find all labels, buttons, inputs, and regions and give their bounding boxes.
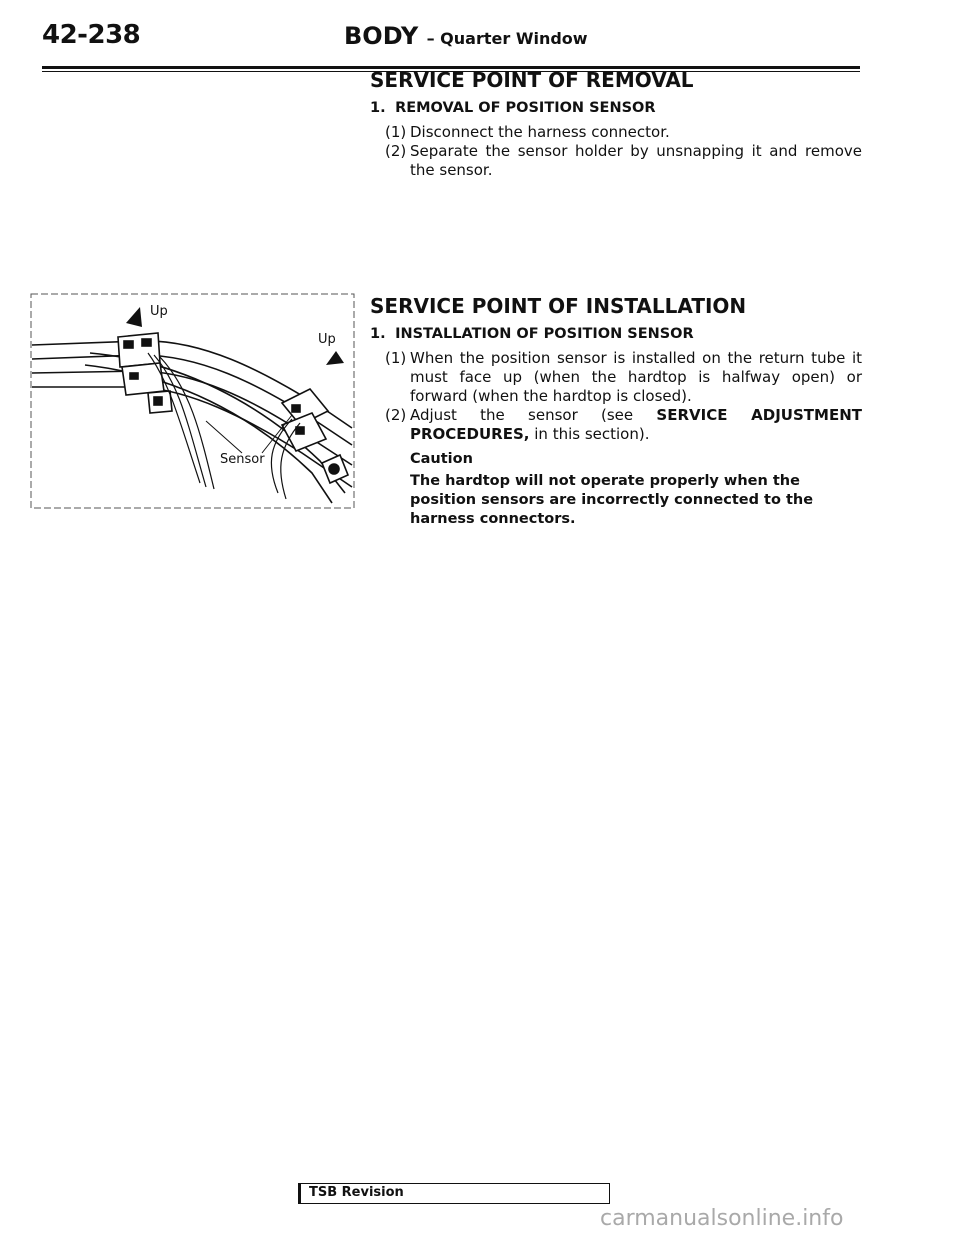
up-label-right: Up xyxy=(318,332,336,347)
installation-step-1-text: When the position sensor is installed on the return tube it must face up (when the hardtop is halfway open) or forward (when the hardtop is closed). xyxy=(410,349,862,405)
illustration-svg xyxy=(30,293,355,509)
section-title-sub: – Quarter Window xyxy=(426,29,588,48)
caution-note xyxy=(370,450,862,529)
page-number: 42-238 xyxy=(42,20,141,50)
installation-step-2-post: in this section). xyxy=(529,425,650,443)
installation-step-1-num: (1) xyxy=(385,349,407,367)
removal-subheading xyxy=(370,100,862,116)
installation-step-1 xyxy=(370,349,862,406)
removal-step-2 xyxy=(370,142,862,180)
removal-subheading-num: 1. xyxy=(370,100,386,116)
removal-step-1-text: Disconnect the harness connector. xyxy=(410,123,670,141)
page-header xyxy=(42,20,860,52)
installation-heading: SERVICE POINT OF INSTALLATION xyxy=(370,294,747,318)
installation-step-2-num: (2) xyxy=(385,406,407,424)
installation-section xyxy=(370,294,862,529)
position-sensor-illustration xyxy=(30,293,355,509)
installation-step-2-pre: Adjust the sensor (see xyxy=(410,406,657,424)
caution-text: The hardtop will not operate properly when the position sensors are incorrectly connected to the harness connectors. xyxy=(410,473,814,527)
removal-step-1 xyxy=(370,123,862,142)
installation-step-2 xyxy=(370,406,862,444)
watermark: carmanualsonline.info xyxy=(600,1206,844,1231)
removal-step-2-num: (2) xyxy=(385,142,407,160)
up-arrow-right-icon xyxy=(326,351,344,365)
removal-section xyxy=(370,68,862,180)
up-arrow-left-icon xyxy=(126,307,142,327)
sensor-label: Sensor xyxy=(220,452,265,467)
removal-step-1-num: (1) xyxy=(385,123,407,141)
installation-subheading xyxy=(370,326,862,342)
removal-subheading-text: REMOVAL OF POSITION SENSOR xyxy=(395,100,656,116)
installation-step-2-ref: SERVICE ADJUSTMENT PROCEDURES, xyxy=(410,406,862,443)
tsb-revision-box xyxy=(298,1183,610,1204)
up-label-left: Up xyxy=(150,304,168,319)
tsb-revision-label: TSB Revision xyxy=(309,1185,404,1200)
sensor-leaders xyxy=(206,415,292,453)
removal-heading: SERVICE POINT OF REMOVAL xyxy=(370,68,694,92)
section-title-main: BODY xyxy=(344,22,419,50)
installation-subheading-text: INSTALLATION OF POSITION SENSOR xyxy=(395,326,694,342)
section-title xyxy=(344,22,588,50)
installation-subheading-num: 1. xyxy=(370,326,386,342)
removal-step-2-text: Separate the sensor holder by unsnapping it and remove the sensor. xyxy=(410,142,862,179)
caution-label: Caution xyxy=(410,451,473,467)
